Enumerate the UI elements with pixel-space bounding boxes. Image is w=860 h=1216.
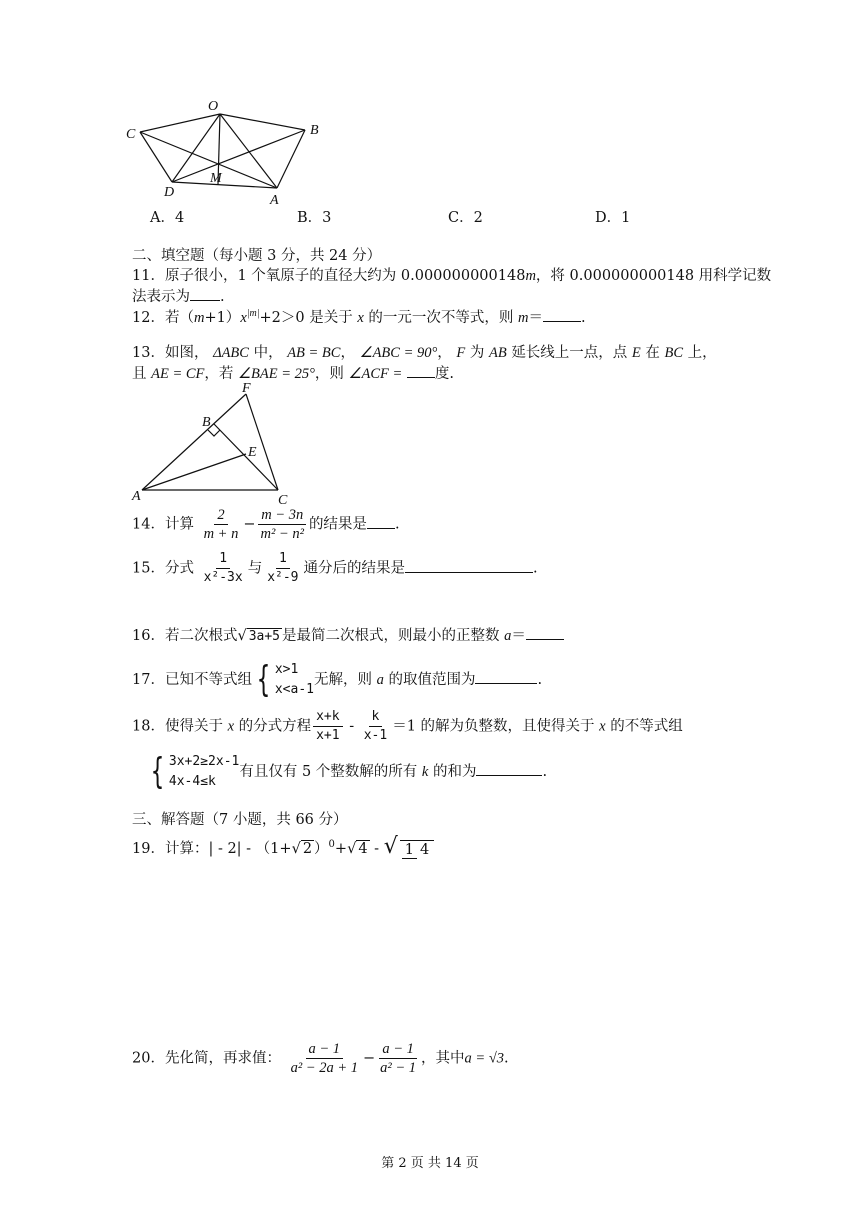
answer-blank-15[interactable] xyxy=(405,558,533,573)
answer-blank-17[interactable] xyxy=(475,669,537,684)
label-F: F xyxy=(242,382,251,396)
label-C2: C xyxy=(278,493,288,508)
question-16: 16．若二次根式√ 3a+5 是最简二次根式，则最小的正整数 a＝ xyxy=(132,624,564,645)
label-B: B xyxy=(310,123,319,138)
question-12: 12．若$(m+1)x^{|m|}+2>0$ 是关于 x 的一元一次不等式，则 m＝ . xyxy=(132,308,586,326)
answer-blank-16[interactable] xyxy=(526,625,564,640)
figure-quadrilateral xyxy=(120,96,340,211)
label-A2: A xyxy=(132,489,141,504)
choice-a[interactable]: A．4 xyxy=(150,210,185,226)
choice-d[interactable]: D．1 xyxy=(595,210,631,226)
choice-c[interactable]: C．2 xyxy=(448,210,483,226)
question-18-line2: { 3x+2≥2x-1 4x-4≤k 有且仅有 5 个整数解的所有 k 的和为 . xyxy=(150,751,548,792)
page-footer: 第 2 页 共 14 页 xyxy=(381,1156,479,1171)
question-13-line2: 且 AE = CF，若 ∠BAE = 25°，则 ∠ACF = 度. xyxy=(132,362,454,383)
answer-blank-14[interactable] xyxy=(367,514,395,529)
question-11-line1: 11．原子很小，1 个氧原子的直径大约为 0.000000000148m，将 0.000000000148 用科学记数 xyxy=(132,268,772,284)
label-B2: B xyxy=(202,415,211,430)
answer-blank-12[interactable] xyxy=(543,307,581,322)
answer-blank-13[interactable] xyxy=(407,363,435,378)
label-A: A xyxy=(270,193,279,208)
answer-blank-11[interactable] xyxy=(190,286,220,301)
question-19: 19．计算：| - 2| - （1+√ 2 ）$^0$+√ 4 - √ 1 4 xyxy=(132,834,436,859)
label-D: D xyxy=(164,185,175,200)
label-C: C xyxy=(126,127,136,142)
section-3-title: 三、解答题（7 小题，共 66 分） xyxy=(132,812,348,828)
question-13-line1: 13．如图， ΔABC 中， AB = BC， ∠ABC = 90°， F 为 AB 延长线上一点，点 E 在 BC 上， xyxy=(132,345,717,361)
question-17: 17．已知不等式组 { x>1 x<a-1 无解，则 a 的取值范围为 . xyxy=(132,659,543,700)
choice-b[interactable]: B．3 xyxy=(297,210,332,226)
label-O: O xyxy=(208,99,219,114)
question-14: 14．计算 $\frac{2}{m + n}$ − $\frac{m - 3n}{\text{m² − n²}}$ 的结果是 . xyxy=(132,507,400,542)
question-15: 15．分式 $\frac{1}{\text{x²-3x}}$ 与 $\frac{1}{\text{x²-9}}$ 通分后的结果是 . xyxy=(132,551,538,585)
label-M: M xyxy=(210,171,222,186)
figure-triangle xyxy=(128,382,300,510)
question-11-line2: 法表示为 . xyxy=(132,285,225,306)
label-E: E xyxy=(248,445,257,460)
answer-blank-18[interactable] xyxy=(476,761,542,776)
question-20: 20．先化简，再求值： $\frac{a - 1}{\text{a² − 2a + 1}}$ − $\frac{a - 1}{\text{a² − 1}}$ ，其中a = √3. xyxy=(132,1041,509,1076)
section-2-title: 二、填空题（每小题 3 分，共 24 分） xyxy=(132,248,382,264)
question-18-line1: 18．使得关于 x 的分式方程 $\frac{x+k}{x+1}$ - $\frac{k}{x-1}$ ＝1 的解为负整数，且使得关于 x 的不等式组 xyxy=(132,709,683,743)
